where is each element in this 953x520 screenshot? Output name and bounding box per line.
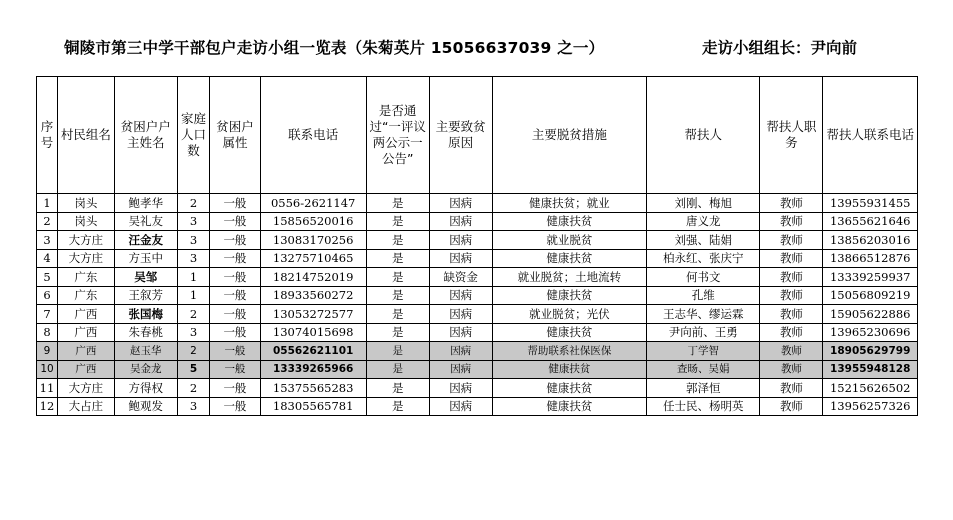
cell-helper: 柏永红、张庆宁 — [647, 249, 760, 268]
cell-seq: 4 — [37, 249, 58, 268]
cell-household-attr: 一般 — [210, 379, 260, 398]
cell-review-passed: 是 — [366, 231, 429, 250]
title-row — [64, 36, 894, 62]
cell-helper: 孔维 — [647, 286, 760, 305]
cell-household-attr: 一般 — [210, 286, 260, 305]
cell-helper: 尹向前、王勇 — [647, 323, 760, 342]
cell-helper-phone: 15215626502 — [823, 379, 918, 398]
cell-poverty-cause: 因病 — [429, 249, 492, 268]
cell-seq: 7 — [37, 305, 58, 324]
cell-poverty-cause: 因病 — [429, 342, 492, 361]
cell-village-group: 大占庄 — [58, 397, 115, 416]
cell-family-size: 3 — [177, 323, 210, 342]
cell-measures: 健康扶贫 — [492, 212, 646, 231]
cell-family-size: 3 — [177, 397, 210, 416]
cell-household-attr: 一般 — [210, 249, 260, 268]
cell-village-group: 广西 — [58, 342, 115, 361]
cell-helper-title: 教师 — [760, 286, 823, 305]
cell-household-attr: 一般 — [210, 397, 260, 416]
cell-householder: 王叙芳 — [114, 286, 177, 305]
cell-householder: 吴邹 — [114, 268, 177, 287]
cell-measures: 健康扶贫 — [492, 360, 646, 379]
table-row — [37, 268, 918, 287]
cell-seq: 11 — [37, 379, 58, 398]
cell-village-group: 广东 — [58, 268, 115, 287]
cell-poverty-cause: 因病 — [429, 212, 492, 231]
table-row — [37, 286, 918, 305]
cell-helper: 刘强、陆娟 — [647, 231, 760, 250]
cell-helper-title: 教师 — [760, 379, 823, 398]
cell-village-group: 大方庄 — [58, 231, 115, 250]
header-village-group: 村民组名 — [58, 77, 115, 194]
cell-poverty-cause: 因病 — [429, 286, 492, 305]
cell-seq: 6 — [37, 286, 58, 305]
cell-poverty-cause: 因病 — [429, 305, 492, 324]
cell-householder: 朱春桃 — [114, 323, 177, 342]
cell-poverty-cause: 因病 — [429, 360, 492, 379]
header-helper-phone: 帮扶人联系电话 — [823, 77, 918, 194]
header-measures: 主要脱贫措施 — [492, 77, 646, 194]
table-row — [37, 397, 918, 416]
cell-helper-title: 教师 — [760, 249, 823, 268]
header-helper-title: 帮扶人职务 — [760, 77, 823, 194]
cell-seq: 12 — [37, 397, 58, 416]
cell-phone: 18305565781 — [260, 397, 366, 416]
cell-phone: 05562621101 — [260, 342, 366, 361]
cell-village-group: 广东 — [58, 286, 115, 305]
cell-family-size: 2 — [177, 194, 210, 213]
cell-helper: 丁学智 — [647, 342, 760, 361]
header-household-attr: 贫困户属性 — [210, 77, 260, 194]
cell-poverty-cause: 因病 — [429, 379, 492, 398]
header-poverty-cause: 主要致贫原因 — [429, 77, 492, 194]
cell-phone: 18933560272 — [260, 286, 366, 305]
cell-household-attr: 一般 — [210, 268, 260, 287]
cell-householder: 赵玉华 — [114, 342, 177, 361]
cell-phone: 15375565283 — [260, 379, 366, 398]
cell-review-passed: 是 — [366, 268, 429, 287]
cell-helper: 唐义龙 — [647, 212, 760, 231]
cell-measures: 健康扶贫 — [492, 379, 646, 398]
cell-village-group: 岗头 — [58, 194, 115, 213]
table-row — [37, 231, 918, 250]
cell-helper: 王志华、缪运霖 — [647, 305, 760, 324]
cell-poverty-cause: 因病 — [429, 397, 492, 416]
cell-helper-phone: 18905629799 — [823, 342, 918, 361]
table-row — [37, 379, 918, 398]
cell-seq: 1 — [37, 194, 58, 213]
cell-phone: 13275710465 — [260, 249, 366, 268]
cell-family-size: 3 — [177, 212, 210, 231]
cell-householder: 吴礼友 — [114, 212, 177, 231]
cell-family-size: 2 — [177, 342, 210, 361]
cell-seq: 2 — [37, 212, 58, 231]
cell-measures: 就业脱贫；光伏 — [492, 305, 646, 324]
cell-householder: 张国梅 — [114, 305, 177, 324]
cell-helper-title: 教师 — [760, 212, 823, 231]
table-header-row — [37, 77, 918, 194]
cell-measures: 健康扶贫 — [492, 323, 646, 342]
cell-householder: 方得权 — [114, 379, 177, 398]
cell-phone: 13074015698 — [260, 323, 366, 342]
cell-helper-title: 教师 — [760, 231, 823, 250]
cell-household-attr: 一般 — [210, 323, 260, 342]
table-row — [37, 212, 918, 231]
cell-helper: 查旸、吴娟 — [647, 360, 760, 379]
document-title: 铜陵市第三中学干部包户走访小组一览表（朱菊英片 15056637039 之一） — [64, 39, 605, 57]
cell-family-size: 5 — [177, 360, 210, 379]
header-family-size: 家庭人口数 — [177, 77, 210, 194]
cell-poverty-cause: 因病 — [429, 323, 492, 342]
cell-village-group: 广西 — [58, 305, 115, 324]
cell-family-size: 3 — [177, 249, 210, 268]
cell-helper-phone: 15905622886 — [823, 305, 918, 324]
cell-phone: 0556-2621147 — [260, 194, 366, 213]
cell-review-passed: 是 — [366, 379, 429, 398]
cell-village-group: 大方庄 — [58, 379, 115, 398]
cell-phone: 13339265966 — [260, 360, 366, 379]
cell-phone: 13053272577 — [260, 305, 366, 324]
cell-helper-phone: 13956257326 — [823, 397, 918, 416]
cell-review-passed: 是 — [366, 286, 429, 305]
cell-review-passed: 是 — [366, 212, 429, 231]
cell-helper-title: 教师 — [760, 323, 823, 342]
cell-helper-title: 教师 — [760, 305, 823, 324]
cell-review-passed: 是 — [366, 194, 429, 213]
cell-family-size: 1 — [177, 268, 210, 287]
cell-helper: 何书文 — [647, 268, 760, 287]
table-row-highlighted — [37, 342, 918, 361]
cell-review-passed: 是 — [366, 360, 429, 379]
cell-review-passed: 是 — [366, 397, 429, 416]
cell-householder: 鲍孝华 — [114, 194, 177, 213]
household-table — [36, 76, 918, 416]
cell-review-passed: 是 — [366, 305, 429, 324]
cell-householder: 方玉中 — [114, 249, 177, 268]
cell-family-size: 1 — [177, 286, 210, 305]
group-leader-label: 走访小组组长：尹向前 — [702, 39, 858, 57]
cell-review-passed: 是 — [366, 323, 429, 342]
header-householder: 贫困户户主姓名 — [114, 77, 177, 194]
cell-householder: 鲍观发 — [114, 397, 177, 416]
table-row — [37, 323, 918, 342]
cell-seq: 10 — [37, 360, 58, 379]
cell-measures: 健康扶贫 — [492, 286, 646, 305]
cell-poverty-cause: 因病 — [429, 231, 492, 250]
cell-helper-phone: 13856203016 — [823, 231, 918, 250]
cell-household-attr: 一般 — [210, 212, 260, 231]
cell-householder: 吴金龙 — [114, 360, 177, 379]
cell-household-attr: 一般 — [210, 342, 260, 361]
header-review-passed: 是否通过“一评议两公示一公告” — [366, 77, 429, 194]
cell-helper-phone: 13866512876 — [823, 249, 918, 268]
cell-review-passed: 是 — [366, 249, 429, 268]
cell-village-group: 广西 — [58, 360, 115, 379]
cell-poverty-cause: 因病 — [429, 194, 492, 213]
cell-helper: 郭泽恒 — [647, 379, 760, 398]
cell-helper-phone: 13955948128 — [823, 360, 918, 379]
cell-seq: 5 — [37, 268, 58, 287]
cell-poverty-cause: 缺资金 — [429, 268, 492, 287]
cell-helper-title: 教师 — [760, 194, 823, 213]
cell-village-group: 大方庄 — [58, 249, 115, 268]
cell-phone: 18214752019 — [260, 268, 366, 287]
cell-family-size: 2 — [177, 379, 210, 398]
cell-helper-phone: 15056809219 — [823, 286, 918, 305]
cell-helper: 任士民、杨明英 — [647, 397, 760, 416]
cell-helper: 刘刚、梅旭 — [647, 194, 760, 213]
cell-helper-phone: 13655621646 — [823, 212, 918, 231]
cell-review-passed: 是 — [366, 342, 429, 361]
cell-helper-title: 教师 — [760, 268, 823, 287]
cell-helper-title: 教师 — [760, 360, 823, 379]
cell-measures: 帮助联系社保医保 — [492, 342, 646, 361]
cell-household-attr: 一般 — [210, 194, 260, 213]
header-phone: 联系电话 — [260, 77, 366, 194]
cell-measures: 健康扶贫；就业 — [492, 194, 646, 213]
cell-seq: 9 — [37, 342, 58, 361]
cell-measures: 健康扶贫 — [492, 249, 646, 268]
cell-family-size: 3 — [177, 231, 210, 250]
cell-measures: 就业脱贫 — [492, 231, 646, 250]
header-helper: 帮扶人 — [647, 77, 760, 194]
table-row — [37, 249, 918, 268]
cell-seq: 8 — [37, 323, 58, 342]
cell-helper-phone: 13955931455 — [823, 194, 918, 213]
table-row — [37, 305, 918, 324]
cell-household-attr: 一般 — [210, 305, 260, 324]
cell-village-group: 岗头 — [58, 212, 115, 231]
cell-helper-phone: 13965230696 — [823, 323, 918, 342]
cell-family-size: 2 — [177, 305, 210, 324]
cell-helper-phone: 13339259937 — [823, 268, 918, 287]
table-row — [37, 194, 918, 213]
cell-householder: 汪金友 — [114, 231, 177, 250]
cell-measures: 就业脱贫；土地流转 — [492, 268, 646, 287]
cell-household-attr: 一般 — [210, 360, 260, 379]
cell-household-attr: 一般 — [210, 231, 260, 250]
header-seq: 序号 — [37, 77, 58, 194]
cell-helper-title: 教师 — [760, 342, 823, 361]
cell-measures: 健康扶贫 — [492, 397, 646, 416]
cell-helper-title: 教师 — [760, 397, 823, 416]
cell-seq: 3 — [37, 231, 58, 250]
table-row-highlighted — [37, 360, 918, 379]
cell-phone: 13083170256 — [260, 231, 366, 250]
cell-phone: 15856520016 — [260, 212, 366, 231]
cell-village-group: 广西 — [58, 323, 115, 342]
